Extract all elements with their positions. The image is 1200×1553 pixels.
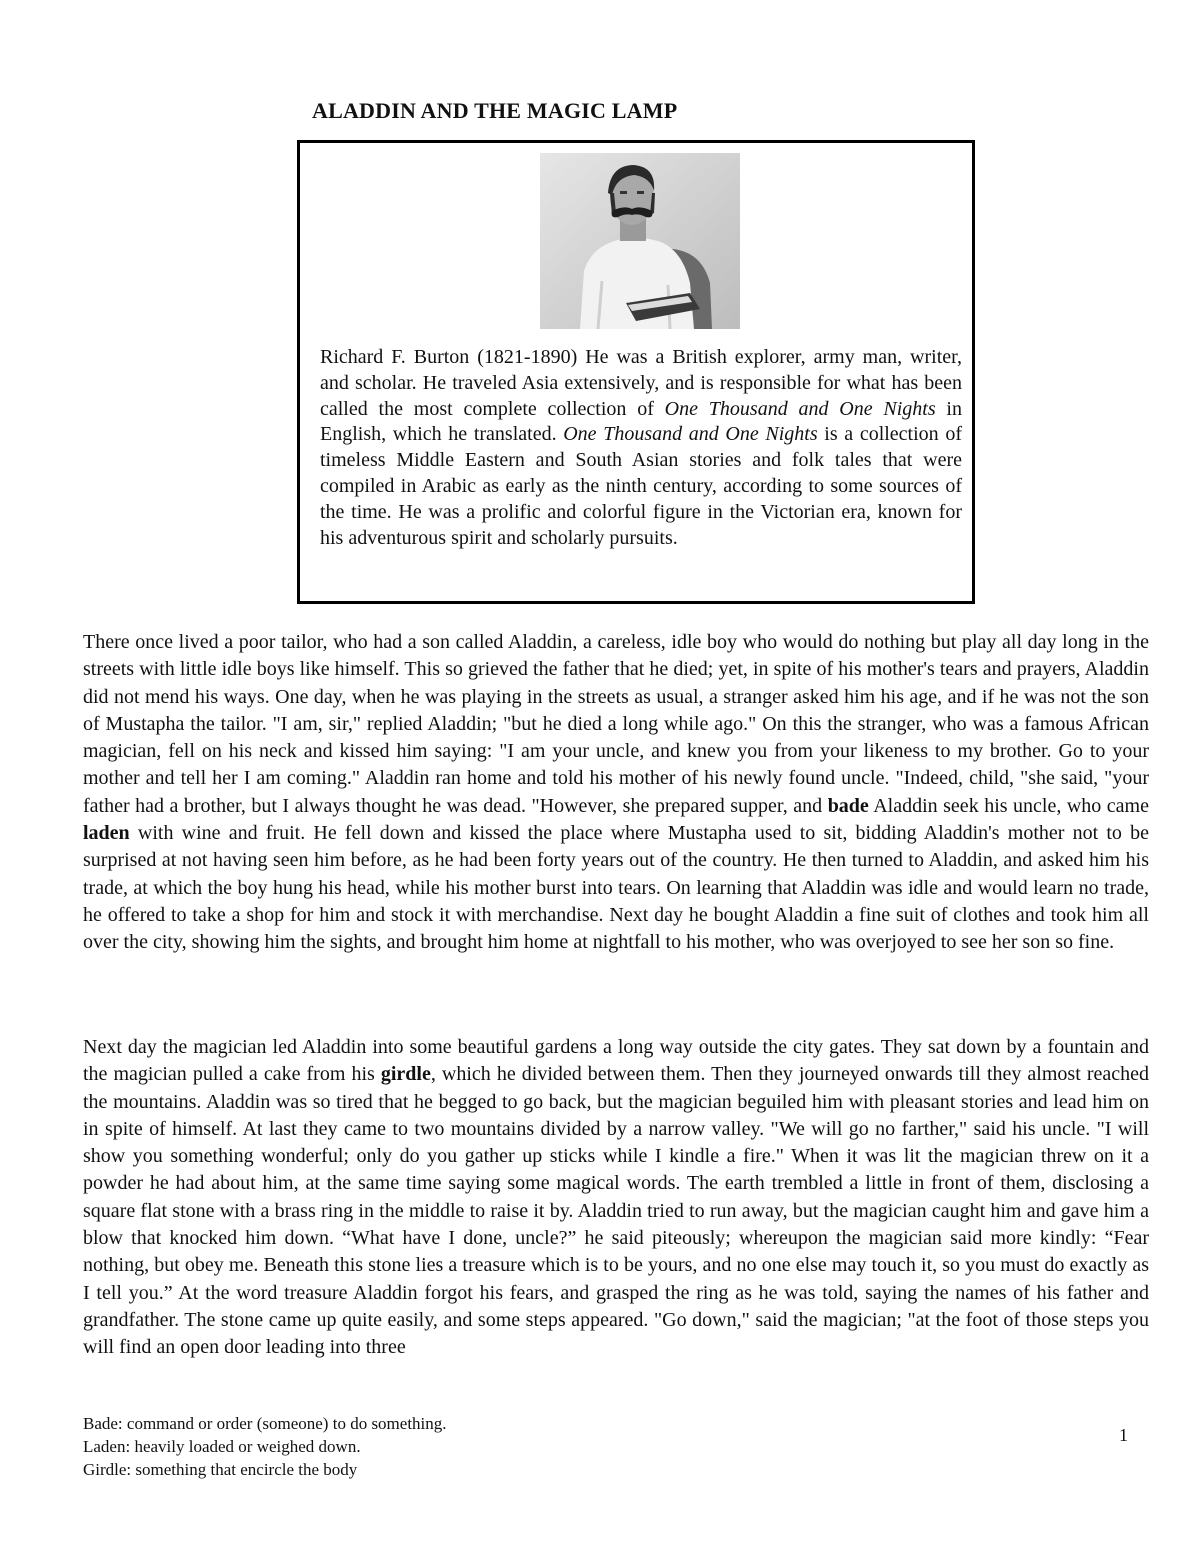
glossary-entry: Girdle: something that encircle the body	[83, 1460, 358, 1479]
author-portrait	[540, 153, 740, 329]
book-title: One Thousand and One Nights	[563, 423, 818, 446]
author-bio-text: Richard F. Burton (1821-1890) He was a British explorer, army man, writer, and scholar. He traveled Asia extensively, and is responsible for what has been called the most complete collection of One Thousand and One Nights in English, which he translated. One Thousand and One Nights is a collection of timeless Middle Eastern and South Asian stories and folk tales that were compiled in Arabic as early as the ninth century, according to some sources of the time. He was a prolific and colorful figure in the Victorian era, known for his adventurous spirit and scholarly pursuits.	[320, 346, 962, 549]
vocab-word-girdle: girdle	[380, 1063, 431, 1086]
story-paragraph-1: There once lived a poor tailor, who had a son called Aladdin, a careless, idle boy who would do nothing but play all day long in the streets with little idle boys like himself. This so grieved the father that he died; yet, in spite of his mother's tears and prayers, Aladdin did not mend his ways. One day, when he was playing in the streets as usual, a stranger asked him his age, and if he was not the son of Mustapha the tailor. "I am, sir," replied Aladdin; "but he died a long while ago." On this the stranger, who was a famous African magician, fell on his neck and kissed him saying: "I am your uncle, and knew you from your likeness to my brother. Go to your mother and tell her I am coming." Aladdin ran home and told his mother of his newly found uncle. "Indeed, child, "she said, "your father had a brother, but I always thought he was dead. "However, she prepared supper, and bade Aladdin seek his uncle, who came laden with wine and fruit. He fell down and kissed the place where Mustapha used to sit, bidding Aladdin's mother not to be surprised at not having seen him before, as he had been forty years out of the country. He then turned to Aladdin, and asked him his trade, at which the boy hung his head, while his mother burst into tears. On learning that Aladdin was idle and would learn no trade, he offered to take a shop for him and stock it with merchandise. Next day he bought Aladdin a fine suit of clothes and took him all over the city, showing him the sights, and brought him home at nightfall to his mother, who was overjoyed to see her son so fine.	[83, 631, 1149, 954]
glossary	[83, 1412, 447, 1481]
book-title: One Thousand and One Nights	[664, 397, 936, 420]
vocab-word-bade: bade	[827, 794, 869, 817]
page-title: ALADDIN AND THE MAGIC LAMP	[312, 98, 678, 123]
author-bio-box	[297, 140, 975, 604]
glossary-entry: Laden: heavily loaded or weighed down.	[83, 1437, 361, 1456]
author-portrait-image	[540, 153, 740, 329]
glossary-entry: Bade: command or order (someone) to do something.	[83, 1414, 447, 1433]
vocab-word-laden: laden	[83, 822, 130, 845]
story-paragraph-2: Next day the magician led Aladdin into some beautiful gardens a long way outside the city gates. They sat down by a fountain and the magician pulled a cake from his girdle, which he divided between them. Then they journeyed onwards till they almost reached the mountains. Aladdin was so tired that he begged to go back, but the magician beguiled him with pleasant stories and lead him on in spite of himself. At last they came to two mountains divided by a narrow valley. "We will go no farther," said his uncle. "I will show you something wonderful; only do you gather up sticks while I kindle a fire." When it was lit the magician threw on it a powder he had about him, at the same time saying some magical words. The earth trembled a little in front of them, disclosing a square flat stone with a brass ring in the middle to raise it by. Aladdin tried to run away, but the magician caught him and gave him a blow that knocked him down. “What have I done, uncle?” he said piteously; whereupon the magician said more kindly: “Fear nothing, but obey me. Beneath this stone lies a treasure which is to be yours, and no one else may touch it, so you must do exactly as I tell you.” At the word treasure Aladdin forgot his fears, and grasped the ring as he was told, saying the names of his father and grandfather. The stone came up quite easily, and some steps appeared. "Go down," said the magician; "at the foot of those steps you will find an open door leading into three	[83, 1036, 1149, 1359]
page-number: 1	[1119, 1425, 1128, 1445]
